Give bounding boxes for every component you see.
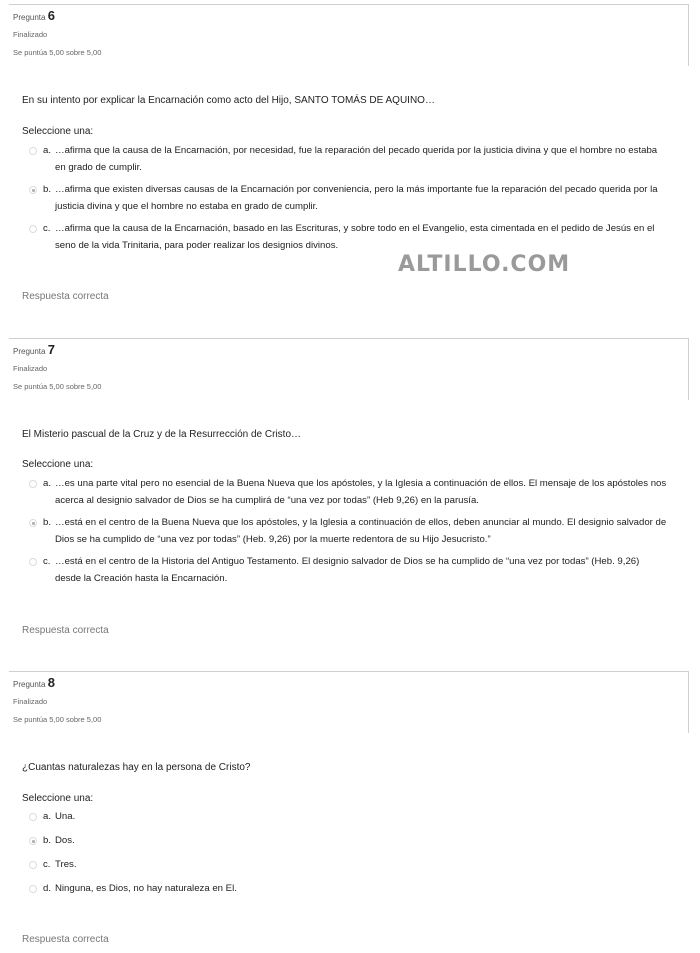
question-text: En su intento por explicar la Encarnación como acto del Hijo, SANTO TOMÁS DE AQUINO… (22, 95, 435, 106)
question-grade: Se puntúa 5,00 sobre 5,00 (13, 382, 102, 391)
question-info-panel (9, 4, 689, 66)
radio-button-selected[interactable] (29, 519, 37, 527)
question-state: Finalizado (13, 697, 48, 706)
question-number: Pregunta 7 (13, 342, 55, 357)
radio-button[interactable] (29, 225, 37, 233)
question-info-panel (9, 671, 689, 733)
question-state: Finalizado (13, 364, 48, 373)
answer-prompt: Seleccione una: (22, 126, 94, 137)
watermark: ALTILLO.COM (398, 252, 571, 277)
radio-button[interactable] (29, 147, 37, 155)
question-text: ¿Cuantas naturalezas hay en la persona de Cristo? (22, 762, 251, 773)
radio-button-selected[interactable] (29, 837, 37, 845)
answer-prompt: Seleccione una: (22, 459, 94, 470)
radio-button[interactable] (29, 861, 37, 869)
question-text: El Misterio pascual de la Cruz y de la Resurrección de Cristo… (22, 429, 301, 440)
radio-button[interactable] (29, 885, 37, 893)
question-number: Pregunta 6 (13, 8, 55, 23)
question-info-panel (9, 338, 689, 400)
radio-button[interactable] (29, 480, 37, 488)
radio-button[interactable] (29, 813, 37, 821)
feedback-text: Respuesta correcta (22, 625, 109, 636)
feedback-text: Respuesta correcta (22, 291, 109, 302)
question-state: Finalizado (13, 30, 48, 39)
answer-prompt: Seleccione una: (22, 793, 94, 804)
feedback-text: Respuesta correcta (22, 934, 109, 945)
radio-button-selected[interactable] (29, 186, 37, 194)
radio-button[interactable] (29, 558, 37, 566)
question-grade: Se puntúa 5,00 sobre 5,00 (13, 715, 102, 724)
question-grade: Se puntúa 5,00 sobre 5,00 (13, 48, 102, 57)
question-number: Pregunta 8 (13, 675, 55, 690)
